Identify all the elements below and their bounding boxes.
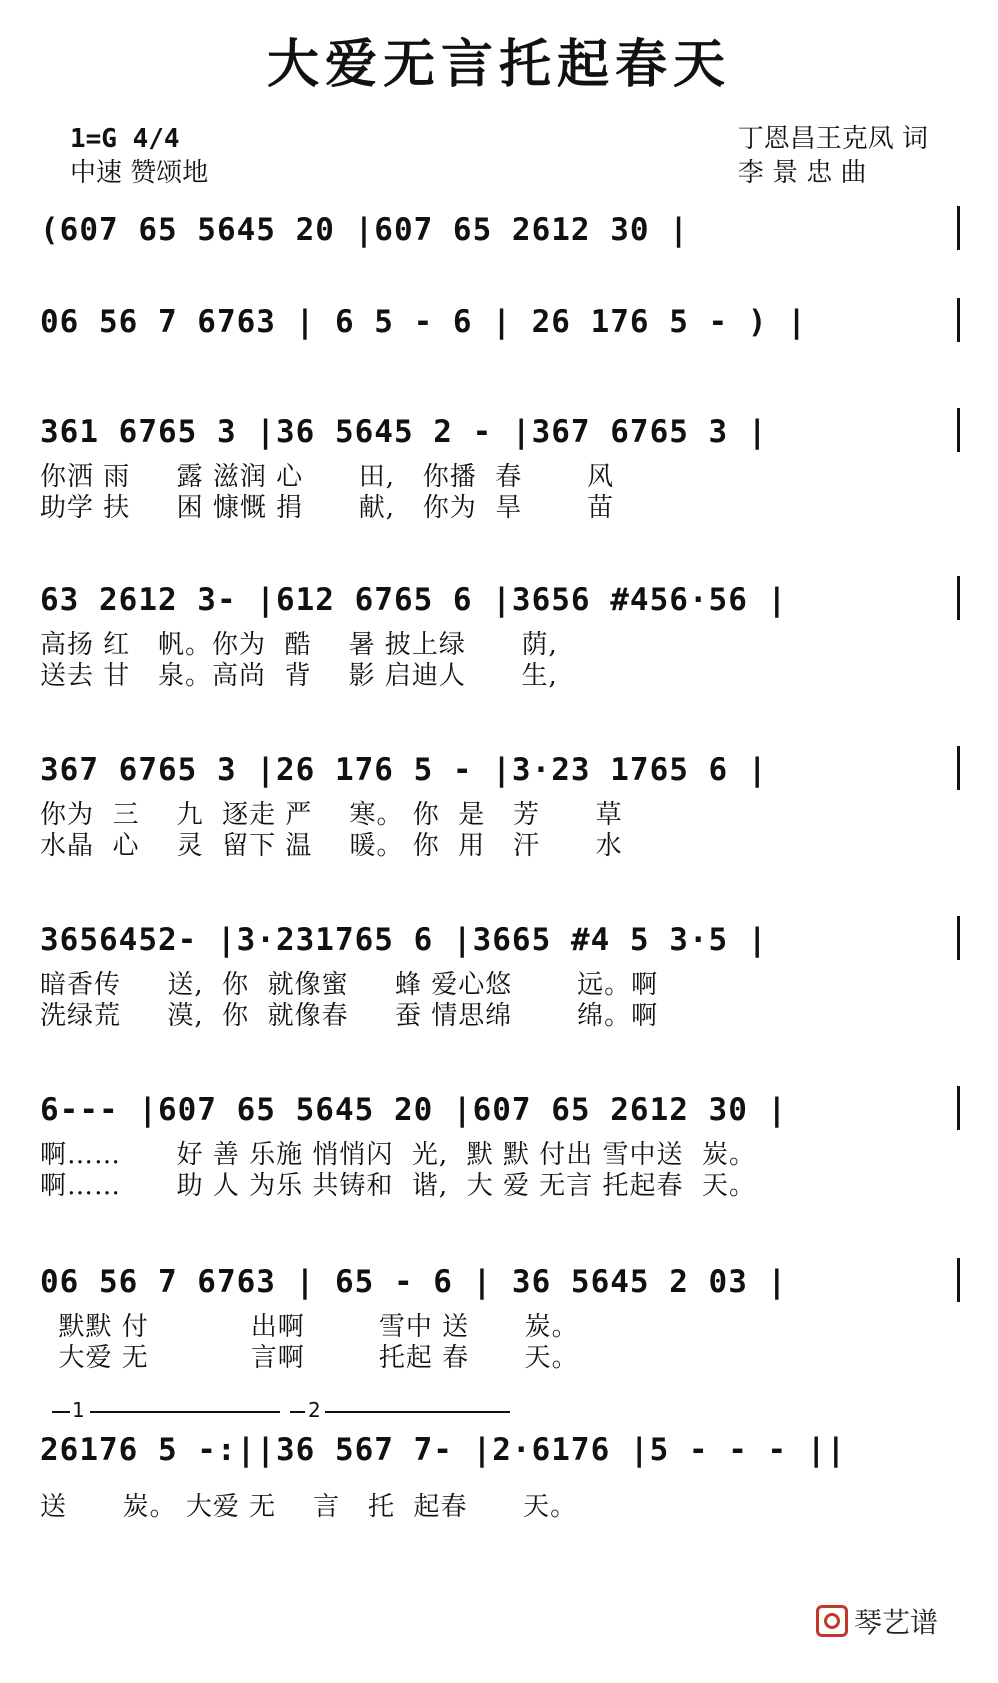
volta-1-label: 1 xyxy=(72,1398,85,1422)
notation-line xyxy=(40,908,960,970)
score-system-2 xyxy=(40,290,960,352)
bar-line xyxy=(957,916,960,960)
bar-line xyxy=(957,1258,960,1302)
notes-text: 367 6765 3 |26 176 5 - |3·23 1765 6 | xyxy=(40,752,768,788)
score-system-1 xyxy=(40,198,960,260)
notes-text: 3656452- |3·231765 6 |3665 #4 5 3·5 | xyxy=(40,922,768,958)
notes-text: 26176 5 -:||36 567 7- |2·6176 |5 - - - || xyxy=(40,1432,847,1468)
notation-line xyxy=(40,738,960,800)
notation-line xyxy=(40,1078,960,1140)
lyric-verse-2: 送去 甘 泉。高尚 背 影 启迪人 生, xyxy=(40,661,558,691)
header-right xyxy=(738,122,928,190)
lyric-verse-1: 你为 三 九 逐走 严 寒。 你 是 芳 草 xyxy=(40,800,623,830)
volta-2-label: 2 xyxy=(308,1398,321,1422)
notes-text: 06 56 7 6763 | 65 - 6 | 36 5645 2 03 | xyxy=(40,1264,788,1300)
notation-line xyxy=(40,290,960,352)
key-signature: 1=G 4/4 xyxy=(70,124,180,154)
bar-line xyxy=(957,746,960,790)
lyric-verse-1: 高扬 红 帆。你为 酷 暑 披上绿 荫, xyxy=(40,630,558,660)
score-system-7 xyxy=(40,1078,960,1202)
notation-line xyxy=(40,568,960,630)
notes-text: 361 6765 3 |36 5645 2 - |367 6765 3 | xyxy=(40,414,768,450)
notation-line xyxy=(40,1250,960,1312)
lyric-verse-1: 送 炭。 大爱 无 言 托 起春 天。 xyxy=(40,1492,578,1522)
score-system-4 xyxy=(40,568,960,692)
score-system-5 xyxy=(40,738,960,862)
lyric-verse-2: 水晶 心 灵 留下 温 暖。 你 用 汗 水 xyxy=(40,831,623,861)
score-system-3 xyxy=(40,400,960,524)
lyric-verse-1: 默默 付 出啊 雪中 送 炭。 xyxy=(40,1312,579,1342)
notation-line xyxy=(40,1418,960,1480)
score-system-8 xyxy=(40,1250,960,1374)
notation-line xyxy=(40,198,960,260)
lyric-verse-2: 助学 扶 困 慷慨 捐 献, 你为 旱 苗 xyxy=(40,493,615,523)
notes-text: 6--- |607 65 5645 20 |607 65 2612 30 | xyxy=(40,1092,788,1128)
header-left xyxy=(70,122,208,190)
lyric-verse-2: 啊…… 助 人 为乐 共铸和 谐, 大 爱 无言 托起春 天。 xyxy=(40,1171,757,1201)
watermark-logo xyxy=(816,1601,938,1641)
bar-line xyxy=(957,576,960,620)
score-system-9 xyxy=(40,1400,960,1523)
notes-text: 06 56 7 6763 | 6 5 - 6 | 26 176 5 - ) | xyxy=(40,304,807,340)
composer-credit: 李 景 忠 曲 xyxy=(737,158,867,188)
song-title: 大爱无言托起春天 xyxy=(266,34,731,95)
score-system-6 xyxy=(40,908,960,1032)
logo-icon xyxy=(816,1605,848,1637)
watermark-text: 琴艺谱 xyxy=(853,1606,938,1639)
lyric-verse-1: 你洒 雨 露 滋润 心 田, 你播 春 风 xyxy=(40,462,615,492)
notes-text: 63 2612 3- |612 6765 6 |3656 #456·56 | xyxy=(40,582,788,618)
bar-line xyxy=(957,1086,960,1130)
tempo-marking: 中速 赞颂地 xyxy=(70,158,209,188)
bar-line xyxy=(957,206,960,250)
notes-text: (607 65 5645 20 |607 65 2612 30 | xyxy=(40,212,689,248)
lyric-verse-1: 啊…… 好 善 乐施 悄悄闪 光, 默 默 付出 雪中送 炭。 xyxy=(40,1140,757,1170)
bar-line xyxy=(957,408,960,452)
lyric-verse-2: 大爱 无 言啊 托起 春 天。 xyxy=(40,1343,579,1373)
lyric-verse-2: 洗绿荒 漠, 你 就像春 蚕 情思绵 绵。啊 xyxy=(40,1001,659,1031)
lyric-verse-1: 暗香传 送, 你 就像蜜 蜂 爱心悠 远。啊 xyxy=(40,970,659,1000)
notation-line xyxy=(40,400,960,462)
lyricist-credit: 丁恩昌王克凤 词 xyxy=(737,124,928,154)
bar-line xyxy=(957,298,960,342)
